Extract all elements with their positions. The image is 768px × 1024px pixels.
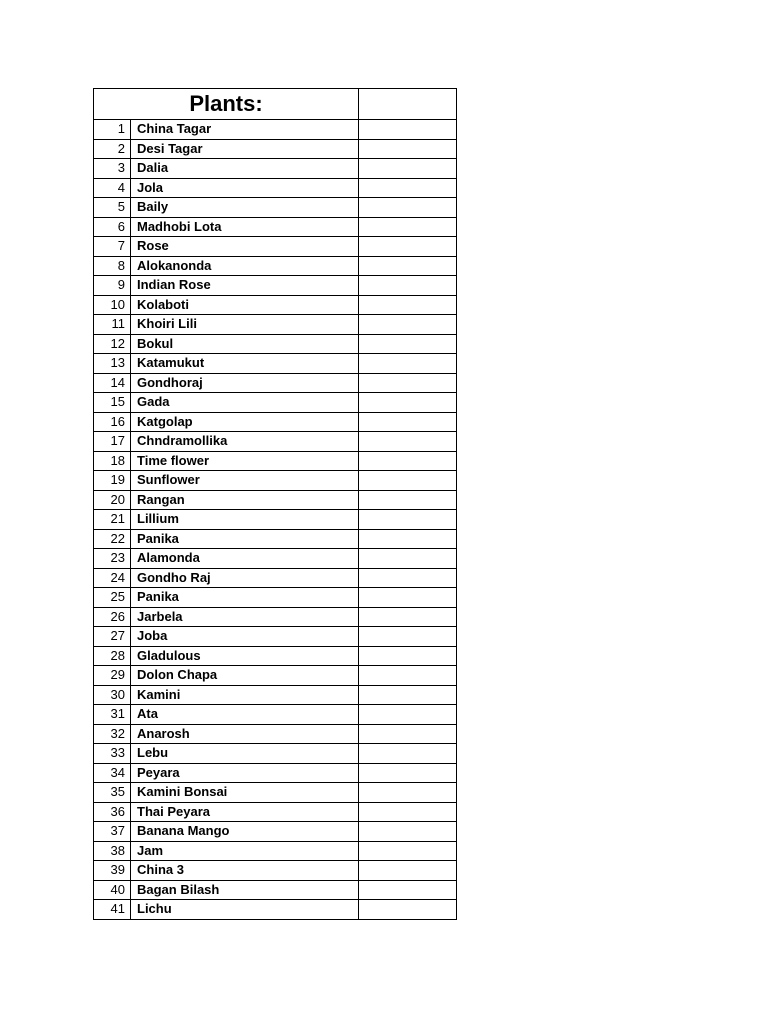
plant-name: Sunflower — [131, 471, 359, 491]
table-row — [94, 666, 457, 686]
plant-name: Baily — [131, 198, 359, 218]
empty-cell — [359, 295, 457, 315]
plant-name: Time flower — [131, 451, 359, 471]
row-number: 13 — [94, 354, 131, 374]
empty-cell — [359, 198, 457, 218]
row-number: 18 — [94, 451, 131, 471]
plant-name: Jarbela — [131, 607, 359, 627]
empty-cell — [359, 412, 457, 432]
row-number: 34 — [94, 763, 131, 783]
empty-cell — [359, 451, 457, 471]
header-row — [94, 89, 457, 120]
row-number: 21 — [94, 510, 131, 530]
row-number: 1 — [94, 120, 131, 140]
table-row — [94, 841, 457, 861]
table-row — [94, 451, 457, 471]
table-row — [94, 510, 457, 530]
row-number: 2 — [94, 139, 131, 159]
row-number: 9 — [94, 276, 131, 296]
table-row — [94, 685, 457, 705]
plant-name: China Tagar — [131, 120, 359, 140]
empty-cell — [359, 276, 457, 296]
empty-cell — [359, 178, 457, 198]
table-row — [94, 198, 457, 218]
table-row — [94, 256, 457, 276]
plant-name: Lichu — [131, 900, 359, 920]
plant-name: Bagan Bilash — [131, 880, 359, 900]
table-row — [94, 646, 457, 666]
table-row — [94, 529, 457, 549]
plant-name: Lillium — [131, 510, 359, 530]
plant-name: Khoiri Lili — [131, 315, 359, 335]
empty-cell — [359, 256, 457, 276]
empty-cell — [359, 783, 457, 803]
empty-cell — [359, 900, 457, 920]
empty-cell — [359, 607, 457, 627]
row-number: 39 — [94, 861, 131, 881]
row-number: 27 — [94, 627, 131, 647]
table-row — [94, 237, 457, 257]
row-number: 31 — [94, 705, 131, 725]
empty-cell — [359, 646, 457, 666]
header-empty-cell — [359, 89, 457, 120]
row-number: 35 — [94, 783, 131, 803]
plant-name: Peyara — [131, 763, 359, 783]
plant-name: Rangan — [131, 490, 359, 510]
row-number: 26 — [94, 607, 131, 627]
row-number: 16 — [94, 412, 131, 432]
empty-cell — [359, 354, 457, 374]
plant-name: Desi Tagar — [131, 139, 359, 159]
plant-name: Indian Rose — [131, 276, 359, 296]
empty-cell — [359, 724, 457, 744]
plant-name: Panika — [131, 588, 359, 608]
table-row — [94, 627, 457, 647]
row-number: 8 — [94, 256, 131, 276]
empty-cell — [359, 432, 457, 452]
empty-cell — [359, 471, 457, 491]
plant-name: Alamonda — [131, 549, 359, 569]
row-number: 29 — [94, 666, 131, 686]
empty-cell — [359, 237, 457, 257]
row-number: 22 — [94, 529, 131, 549]
table-row — [94, 588, 457, 608]
plant-name: Bokul — [131, 334, 359, 354]
plant-name: Madhobi Lota — [131, 217, 359, 237]
table-row — [94, 822, 457, 842]
empty-cell — [359, 120, 457, 140]
row-number: 7 — [94, 237, 131, 257]
table-row — [94, 471, 457, 491]
plant-name: Rose — [131, 237, 359, 257]
plant-name: Joba — [131, 627, 359, 647]
plant-name: Jam — [131, 841, 359, 861]
empty-cell — [359, 822, 457, 842]
table-row — [94, 607, 457, 627]
empty-cell — [359, 373, 457, 393]
empty-cell — [359, 880, 457, 900]
plants-table — [93, 88, 457, 920]
empty-cell — [359, 217, 457, 237]
table-row — [94, 432, 457, 452]
empty-cell — [359, 861, 457, 881]
table-row — [94, 783, 457, 803]
plant-name: Gondho Raj — [131, 568, 359, 588]
empty-cell — [359, 139, 457, 159]
empty-cell — [359, 568, 457, 588]
row-number: 3 — [94, 159, 131, 179]
row-number: 12 — [94, 334, 131, 354]
plant-name: Panika — [131, 529, 359, 549]
table-row — [94, 139, 457, 159]
empty-cell — [359, 627, 457, 647]
empty-cell — [359, 763, 457, 783]
plant-name: Chndramollika — [131, 432, 359, 452]
table-row — [94, 354, 457, 374]
plant-name: Lebu — [131, 744, 359, 764]
table-row — [94, 568, 457, 588]
table-title: Plants: — [94, 89, 359, 120]
row-number: 17 — [94, 432, 131, 452]
plant-name: Thai Peyara — [131, 802, 359, 822]
row-number: 6 — [94, 217, 131, 237]
plant-name: Alokanonda — [131, 256, 359, 276]
plant-name: Anarosh — [131, 724, 359, 744]
table-row — [94, 334, 457, 354]
table-row — [94, 724, 457, 744]
table-row — [94, 763, 457, 783]
row-number: 11 — [94, 315, 131, 335]
plant-name: Ata — [131, 705, 359, 725]
row-number: 36 — [94, 802, 131, 822]
empty-cell — [359, 685, 457, 705]
table-row — [94, 120, 457, 140]
plant-name: Kamini — [131, 685, 359, 705]
row-number: 41 — [94, 900, 131, 920]
table-row — [94, 393, 457, 413]
table-row — [94, 217, 457, 237]
empty-cell — [359, 334, 457, 354]
table-row — [94, 705, 457, 725]
empty-cell — [359, 549, 457, 569]
row-number: 33 — [94, 744, 131, 764]
empty-cell — [359, 841, 457, 861]
empty-cell — [359, 159, 457, 179]
table-row — [94, 295, 457, 315]
row-number: 14 — [94, 373, 131, 393]
table-row — [94, 880, 457, 900]
row-number: 10 — [94, 295, 131, 315]
table-row — [94, 802, 457, 822]
plant-name: Katgolap — [131, 412, 359, 432]
plant-name: Dolon Chapa — [131, 666, 359, 686]
plant-name: Dalia — [131, 159, 359, 179]
empty-cell — [359, 510, 457, 530]
row-number: 40 — [94, 880, 131, 900]
empty-cell — [359, 393, 457, 413]
table-row — [94, 373, 457, 393]
plant-name: Gada — [131, 393, 359, 413]
table-row — [94, 861, 457, 881]
row-number: 15 — [94, 393, 131, 413]
empty-cell — [359, 744, 457, 764]
empty-cell — [359, 588, 457, 608]
plant-name: Banana Mango — [131, 822, 359, 842]
table-row — [94, 178, 457, 198]
row-number: 28 — [94, 646, 131, 666]
table-row — [94, 900, 457, 920]
plant-name: Gondhoraj — [131, 373, 359, 393]
table-row — [94, 159, 457, 179]
row-number: 32 — [94, 724, 131, 744]
row-number: 24 — [94, 568, 131, 588]
table-row — [94, 549, 457, 569]
empty-cell — [359, 666, 457, 686]
plant-name: Katamukut — [131, 354, 359, 374]
empty-cell — [359, 529, 457, 549]
row-number: 20 — [94, 490, 131, 510]
row-number: 30 — [94, 685, 131, 705]
row-number: 19 — [94, 471, 131, 491]
plant-name: Jola — [131, 178, 359, 198]
row-number: 5 — [94, 198, 131, 218]
row-number: 37 — [94, 822, 131, 842]
table-row — [94, 744, 457, 764]
table-row — [94, 315, 457, 335]
row-number: 4 — [94, 178, 131, 198]
plant-name: Kolaboti — [131, 295, 359, 315]
row-number: 23 — [94, 549, 131, 569]
empty-cell — [359, 802, 457, 822]
empty-cell — [359, 490, 457, 510]
table-row — [94, 412, 457, 432]
row-number: 38 — [94, 841, 131, 861]
plant-name: China 3 — [131, 861, 359, 881]
plant-name: Kamini Bonsai — [131, 783, 359, 803]
empty-cell — [359, 705, 457, 725]
empty-cell — [359, 315, 457, 335]
plant-name: Gladulous — [131, 646, 359, 666]
table-row — [94, 276, 457, 296]
table-row — [94, 490, 457, 510]
row-number: 25 — [94, 588, 131, 608]
